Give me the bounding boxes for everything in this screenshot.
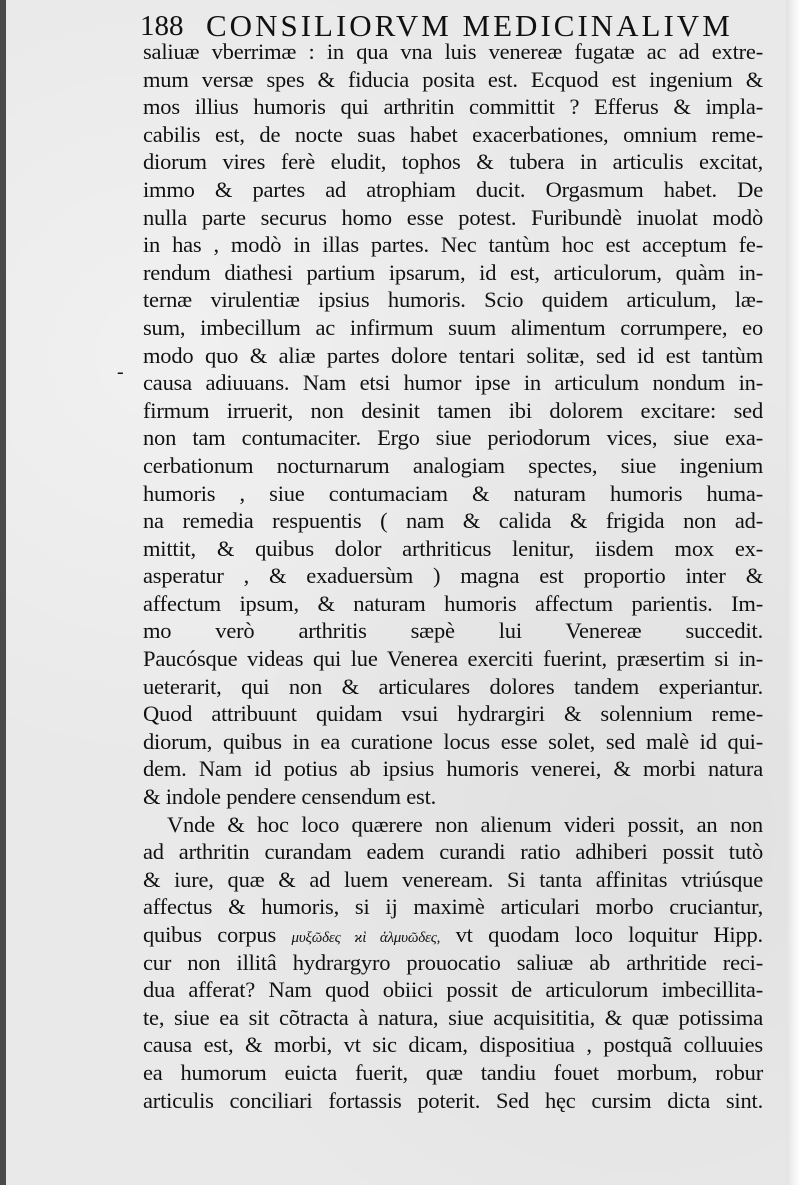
text-line: Paucósque videas qui lue Venerea exerciti fuerint, præsertim si in- xyxy=(143,646,763,672)
greek-phrase: μυξῶδες ϰὶ ἁλμυῶδες, xyxy=(291,930,441,946)
text-line: diorum, quibus in ea curatione locus esse solet, sed malè id qui- xyxy=(143,728,763,754)
text-line: rendum diathesi partium ipsarum, id est, articulorum, quàm in- xyxy=(143,259,763,285)
text-line: humoris , siue contumaciam & naturam humoris huma- xyxy=(143,480,763,506)
text-line: mos illius humoris qui arthritin committit ? Efferus & impla- xyxy=(143,94,763,120)
page-edge xyxy=(786,0,800,1185)
text-line: mum versæ spes & fiducia posita est. Ecquod est ingenium & xyxy=(143,66,763,92)
text-line: affectus & humoris, si ij maximè articulari morbo cruciantur, xyxy=(143,894,763,920)
text-line: diorum vires ferè eludit, tophos & tubera in articulis excitat, xyxy=(143,149,763,175)
text-line: causa adiuuans. Nam etsi humor ipse in articulum nondum in- xyxy=(143,370,763,396)
text-line: Quod attribuunt quidam vsui hydrargiri & solennium reme- xyxy=(143,701,763,727)
text-line: non tam contumaciter. Ergo siue periodorum vices, siue exa- xyxy=(143,425,763,451)
text-line: affectum ipsum, & naturam humoris affectum parientis. Im- xyxy=(143,590,763,616)
text-line: te, siue ea sit cõtracta à natura, siue acquisititia, & quæ potissima xyxy=(143,1004,763,1030)
text-line: ad arthritin curandam eadem curandi ratio adhiberi possit tutò xyxy=(143,839,763,865)
margin-mark: - xyxy=(117,361,124,383)
text-line: Vnde & hoc loco quærere non alienum videri possit, an non xyxy=(167,811,763,837)
text-line: mo verò arthritis sæpè lui Venereæ succedit. xyxy=(143,618,763,644)
text-line: ueterarit, qui non & articulares dolores tandem experiantur. xyxy=(143,673,763,699)
body-text xyxy=(143,38,763,1114)
text-line: mittit, & quibus dolor arthriticus lenitur, iisdem mox ex- xyxy=(143,535,763,561)
text-line: causa est, & morbi, vt sic dicam, dispositiua , postquã colluuies xyxy=(143,1032,763,1058)
text-line: & iure, quæ & ad luem veneream. Si tanta affinitas vtriúsque xyxy=(143,866,763,892)
text-line: dem. Nam id potius ab ipsius humoris venerei, & morbi natura xyxy=(143,756,763,782)
text-line: ea humorum euicta fuerit, quæ tandiu fouet morbum, robur xyxy=(143,1059,763,1085)
text-line: modo quo & aliæ partes dolore tentari solitæ, sed id est tantùm xyxy=(143,342,763,368)
text-line: in has , modò in illas partes. Nec tantùm hoc est acceptum fe- xyxy=(143,232,763,258)
text-line: immo & partes ad atrophiam ducit. Orgasmum habet. De xyxy=(143,176,763,202)
text-line-with-greek xyxy=(143,921,763,949)
text-line: cerbationum nocturnarum analogiam spectes, siue ingenium xyxy=(143,452,763,478)
text-line: dua afferat? Nam quod obiici possit de articulorum imbecillita- xyxy=(143,977,763,1003)
text-line: articulis conciliari fortassis poterit. Sed hęc cursim dicta sint. xyxy=(143,1087,763,1113)
text-line: cabilis est, de nocte suas habet exacerbationes, omnium reme- xyxy=(143,121,763,147)
text-line: firmum irruerit, non desinit tamen ibi dolorem excitare: sed xyxy=(143,397,763,423)
text-line: nulla parte securus homo esse potest. Furibundè inuolat modò xyxy=(143,204,763,230)
page-gutter xyxy=(0,0,6,1185)
text-line: asperatur , & exaduersùm ) magna est proportio inter & xyxy=(143,563,763,589)
text-line: saliuæ vberrimæ : in qua vna luis venereæ fugatæ ac ad extre- xyxy=(143,39,763,64)
text-line: cur non illitâ hydrargyro prouocatio saliuæ ab arthritide reci- xyxy=(143,949,763,975)
text-line: na remedia respuentis ( nam & calida & frigida non ad- xyxy=(143,508,763,534)
text-fragment: quibus corpus xyxy=(143,922,277,947)
text-line: ternæ virulentiæ ipsius humoris. Scio quidem articulum, læ- xyxy=(143,287,763,313)
page-number: 188 xyxy=(140,10,184,42)
text-fragment: vt quodam loco loquitur Hipp. xyxy=(455,922,763,947)
text-line: sum, imbecillum ac infirmum suum alimentum corrumpere, eo xyxy=(143,314,763,340)
running-head: CONSILIORVM MEDICINALIVM xyxy=(206,8,733,43)
text-line: & indole pendere censendum est. xyxy=(143,784,437,810)
